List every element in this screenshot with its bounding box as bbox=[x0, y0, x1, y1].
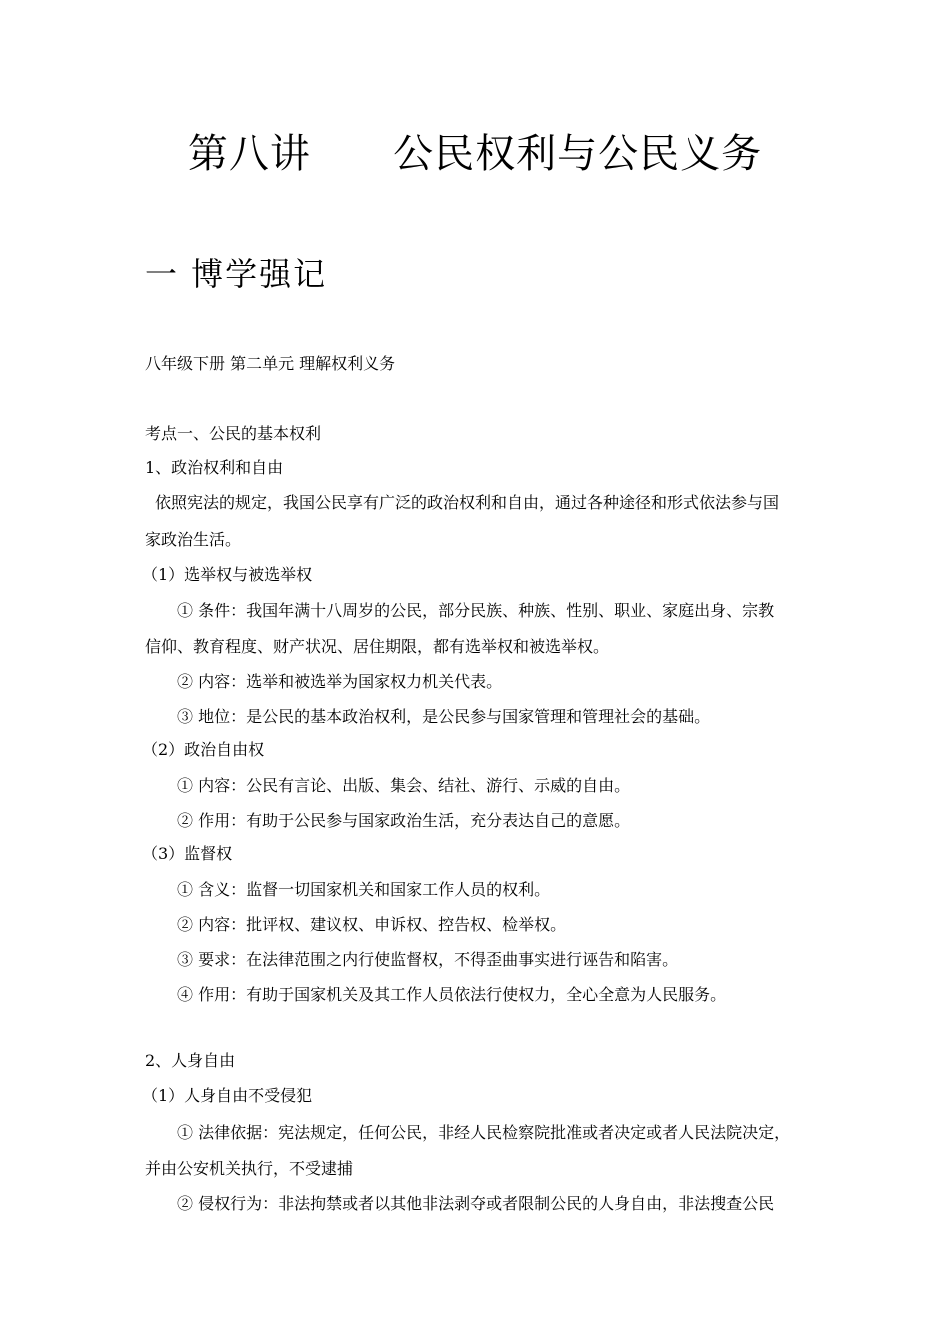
list-item: ① 内容：公民有言论、出版、集会、结社、游行、示威的自由。 bbox=[177, 776, 631, 795]
paragraph-line: 家政治生活。 bbox=[145, 530, 242, 549]
paragraph-line: 依照宪法的规定，我国公民享有广泛的政治权利和自由，通过各种途径和形式依法参与国 bbox=[155, 493, 780, 512]
section-heading: 一 博学强记 bbox=[145, 255, 328, 293]
list-item: ② 作用：有助于公民参与国家政治生活，充分表达自己的意愿。 bbox=[177, 811, 631, 830]
list-item: ① 含义：监督一切国家机关和国家工作人员的权利。 bbox=[177, 880, 551, 899]
item-heading: （3）监督权 bbox=[142, 844, 233, 863]
list-item-continuation: 并由公安机关执行，不受逮捕 bbox=[145, 1159, 354, 1178]
list-item: ③ 地位：是公民的基本政治权利，是公民参与国家管理和管理社会的基础。 bbox=[177, 707, 711, 726]
list-item: ③ 要求：在法律范围之内行使监督权，不得歪曲事实进行诬告和陷害。 bbox=[177, 950, 679, 969]
list-item: ① 法律依据：宪法规定，任何公民，非经人民检察院批准或者决定或者人民法院决定， bbox=[177, 1123, 791, 1142]
list-item: ② 内容：选举和被选举为国家权力机关代表。 bbox=[177, 672, 503, 691]
list-item: ② 内容：批评权、建议权、申诉权、控告权、检举权。 bbox=[177, 915, 567, 934]
list-item-continuation: 信仰、教育程度、财产状况、居住期限，都有选举权和被选举权。 bbox=[145, 637, 610, 656]
exam-point-heading: 考点一、公民的基本权利 bbox=[145, 424, 322, 443]
unit-line: 八年级下册 第二单元 理解权利义务 bbox=[145, 354, 396, 373]
item-heading: （2）政治自由权 bbox=[142, 740, 265, 759]
list-item: ① 条件：我国年满十八周岁的公民，部分民族、种族、性别、职业、家庭出身、宗教 bbox=[177, 601, 775, 620]
item-heading: （1）选举权与被选举权 bbox=[142, 565, 313, 584]
list-item: ④ 作用：有助于国家机关及其工作人员依法行使权力，全心全意为人民服务。 bbox=[177, 985, 727, 1004]
document-title: 第八讲 公民权利与公民义务 bbox=[187, 131, 763, 177]
subsection-heading: 2、人身自由 bbox=[145, 1051, 236, 1070]
item-heading: （1）人身自由不受侵犯 bbox=[142, 1086, 313, 1105]
list-item: ② 侵权行为：非法拘禁或者以其他非法剥夺或者限制公民的人身自由，非法搜查公民 bbox=[177, 1194, 775, 1213]
subsection-heading: 1、政治权利和自由 bbox=[145, 458, 284, 477]
